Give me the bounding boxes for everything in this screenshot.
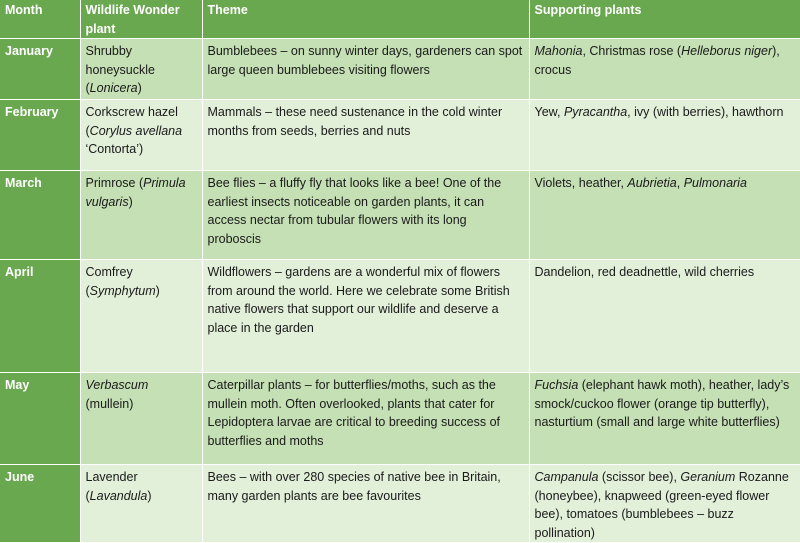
table-row: [0, 39, 800, 100]
supporting-cell: Campanula (scissor bee), Geranium Rozanne (honeybee), knapweed (green-eyed flower bee), tomatoes (bumblebees – buzz pollination): [529, 465, 800, 543]
header-row: [0, 0, 800, 39]
month-cell: January: [0, 39, 80, 100]
theme-cell: Bees – with over 280 species of native bee in Britain, many garden plants are bee favourites: [202, 465, 529, 543]
plant-cell: Shrubby honeysuckle (Lonicera): [80, 39, 202, 100]
header-plant: Wildlife Wonder plant: [80, 0, 202, 39]
header-supporting: Supporting plants: [529, 0, 800, 39]
supporting-cell: Violets, heather, Aubrietia, Pulmonaria: [529, 171, 800, 260]
supporting-cell: Yew, Pyracantha, ivy (with berries), hawthorn: [529, 100, 800, 171]
month-cell: February: [0, 100, 80, 171]
plant-cell: Lavender (Lavandula): [80, 465, 202, 543]
table-row: [0, 373, 800, 465]
supporting-cell: Dandelion, red deadnettle, wild cherries: [529, 260, 800, 373]
supporting-cell: Mahonia, Christmas rose (Helleborus niger), crocus: [529, 39, 800, 100]
supporting-cell: Fuchsia (elephant hawk moth), heather, lady’s smock/cuckoo flower (orange tip butterfly), nasturtium (small and large white butterflies): [529, 373, 800, 465]
table-row: [0, 100, 800, 171]
theme-cell: Wildflowers – gardens are a wonderful mix of flowers from around the world. Here we celebrate some British native flowers that support our wildlife and deserve a place in the garden: [202, 260, 529, 373]
month-cell: April: [0, 260, 80, 373]
month-cell: March: [0, 171, 80, 260]
plant-cell: Verbascum (mullein): [80, 373, 202, 465]
plant-cell: Comfrey (Symphytum): [80, 260, 202, 373]
table-row: [0, 260, 800, 373]
plant-cell: Primrose (Primula vulgaris): [80, 171, 202, 260]
table-row: [0, 171, 800, 260]
theme-cell: Caterpillar plants – for butterflies/moths, such as the mullein moth. Often overlooked, plants that cater for Lepidoptera larvae are critical to breeding success of butterflies and moths: [202, 373, 529, 465]
month-cell: May: [0, 373, 80, 465]
theme-cell: Bee flies – a fluffy fly that looks like a bee! One of the earliest insects noticeable on garden plants, it can access nectar from tubular flowers with its long proboscis: [202, 171, 529, 260]
header-month: Month: [0, 0, 80, 39]
plant-cell: Corkscrew hazel (Corylus avellana ‘Contorta’): [80, 100, 202, 171]
table-row: [0, 465, 800, 543]
theme-cell: Bumblebees – on sunny winter days, gardeners can spot large queen bumblebees visiting flowers: [202, 39, 529, 100]
theme-cell: Mammals – these need sustenance in the cold winter months from seeds, berries and nuts: [202, 100, 529, 171]
header-theme: Theme: [202, 0, 529, 39]
month-cell: June: [0, 465, 80, 543]
